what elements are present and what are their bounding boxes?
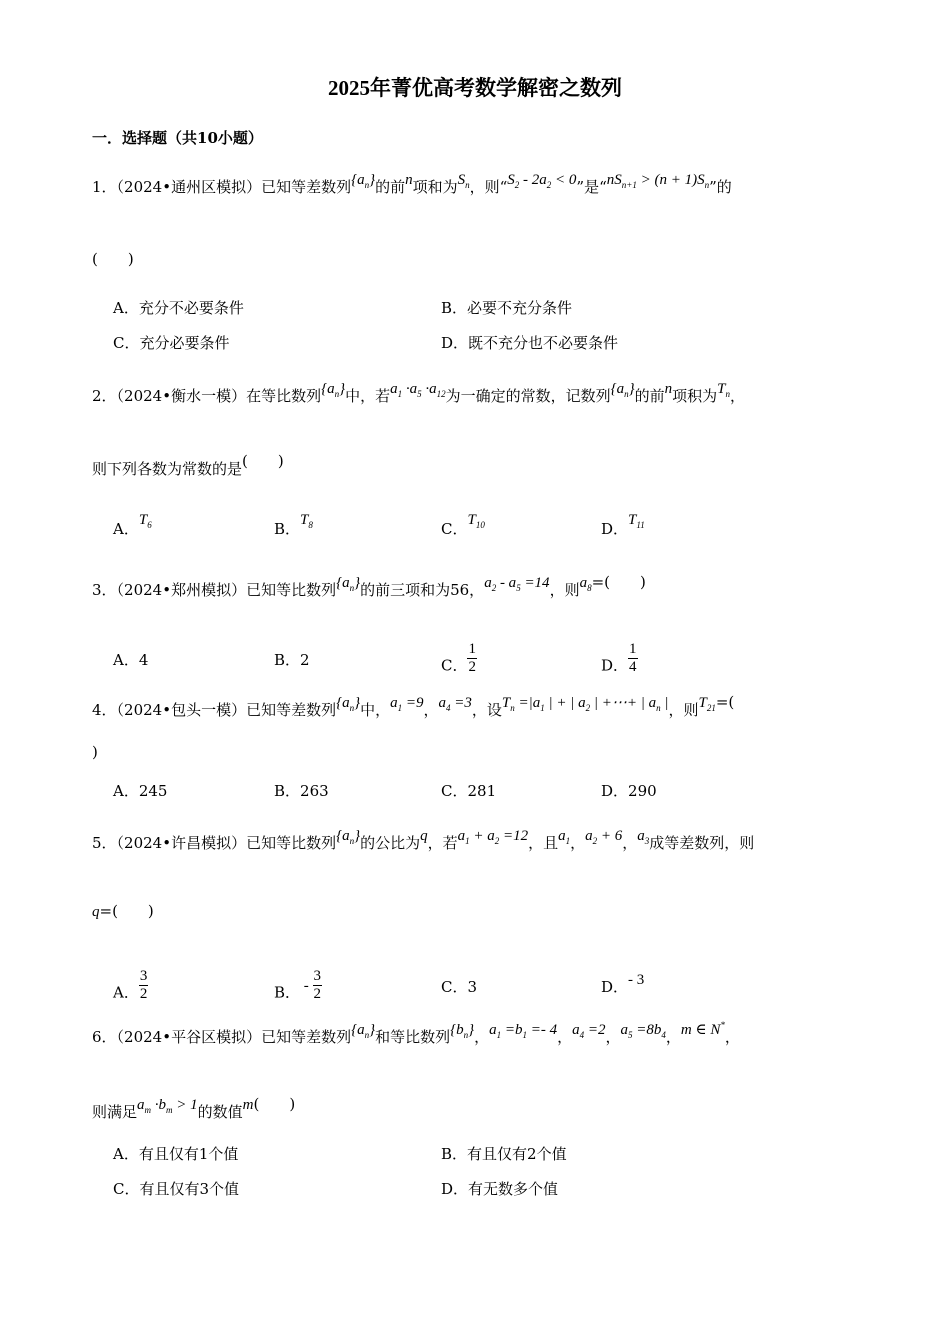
q6-option-a[interactable]: A．有且仅有1个值	[113, 1145, 239, 1163]
text: ，设	[471, 701, 502, 719]
math-a4: $a_4 =3$	[438, 695, 472, 713]
question-source: （2024•许昌模拟）	[116, 834, 247, 852]
option-label: C．	[441, 656, 468, 675]
question-2	[92, 381, 746, 407]
math-t6: $T_6$	[138, 512, 152, 530]
q5-option-d[interactable]	[601, 972, 645, 997]
text: ，	[605, 1028, 621, 1046]
math-bn: $\{b_n\}$	[450, 1022, 475, 1040]
q4-option-c[interactable]: C．281	[441, 782, 497, 800]
question-1-paren: ( )	[92, 250, 134, 268]
q3-option-c[interactable]	[441, 641, 477, 684]
math-a3: $a_3$	[637, 828, 650, 846]
text: 的前三项和为56，	[360, 581, 485, 599]
text: ”是“	[576, 178, 607, 196]
math-tn-definition: $T_n =|a_1$ | + | $a_2$ | +⋯+ | $a_n$ |	[501, 695, 669, 713]
question-source: （2024•平谷区模拟）	[116, 1028, 262, 1046]
math-equation: $a_2 - a_5 =14$	[484, 575, 550, 593]
math-sn: $S_n$	[457, 172, 470, 190]
math-a4: $a_4 =2$	[572, 1022, 606, 1040]
math-q: q	[92, 904, 100, 920]
math-an: $\{a_n\}$	[336, 828, 361, 846]
math-t8: $T_8$	[300, 512, 313, 530]
text: ，	[474, 1028, 490, 1046]
option-label: C．	[441, 520, 468, 538]
question-number: 6．	[92, 1028, 117, 1046]
math-a1: $a_1$	[558, 828, 571, 846]
minus-sign: -	[300, 977, 313, 994]
question-1	[92, 172, 732, 198]
text: ，	[730, 387, 746, 405]
math-an: $\{a_n\}$	[321, 381, 346, 399]
text: ，则	[549, 581, 580, 599]
math-n: n	[405, 172, 413, 188]
math-q: q	[420, 828, 428, 844]
math-tn: $T_n$	[717, 381, 730, 399]
text: 的前	[375, 178, 406, 196]
section-heading: 一．选择题（共10小题）	[92, 129, 263, 147]
math-condition-1: $S_2 - 2a_2 < 0$	[507, 172, 577, 190]
question-number: 2．	[92, 387, 117, 405]
text: ，	[570, 834, 586, 852]
text: 已知等差数列	[261, 178, 352, 196]
math-m-in-n: m ∈ N*	[680, 1020, 725, 1038]
math-a1-b1: $a_1 =b_1 =- 4$	[489, 1022, 558, 1040]
text: 中，若	[345, 387, 391, 405]
question-5	[92, 828, 755, 854]
answer-paren: ( )	[253, 1095, 296, 1113]
text: 项积为	[672, 387, 718, 405]
question-5-line-2	[92, 900, 154, 921]
q4-option-a[interactable]: A．245	[113, 782, 168, 800]
math-t21: $T_{21}$	[698, 695, 716, 713]
text: ，	[622, 834, 638, 852]
text: ，若	[427, 834, 458, 852]
math-minus-3: - 3	[628, 972, 645, 988]
question-source: （2024•包头一模）	[116, 701, 247, 719]
question-6	[92, 1020, 740, 1048]
fraction-three-halves: $\frac{3}{2}$	[313, 968, 322, 1002]
q1-option-d[interactable]: D．既不充分也不必要条件	[441, 334, 619, 352]
q5-option-c[interactable]: C．3	[441, 978, 478, 996]
text: 在等比数列	[246, 387, 322, 405]
question-source: （2024•衡水一模）	[116, 387, 247, 405]
option-label: B．	[274, 520, 301, 538]
math-n: n	[664, 381, 673, 397]
math-a1: $a_1 =9$	[390, 695, 424, 713]
option-label: D．	[601, 978, 629, 996]
fraction-one-half: $\frac{1}{2}$	[468, 641, 476, 675]
text: 则满足	[92, 1103, 138, 1121]
text: 的公比为	[360, 834, 421, 852]
text: 则下列各数为常数的是	[92, 460, 243, 478]
q1-option-b[interactable]: B．必要不充分条件	[441, 299, 573, 317]
text: ”的	[709, 178, 732, 196]
option-label: B．	[274, 983, 301, 1002]
math-sum: $a_1 + a_2 =12$	[457, 828, 529, 846]
math-a5: $a_5 =8b_4$	[620, 1022, 666, 1040]
answer-paren: =( )	[591, 573, 646, 591]
question-4	[92, 693, 735, 721]
q2-option-c[interactable]	[441, 512, 485, 540]
text: 已知等比数列	[246, 834, 337, 852]
text: ，	[423, 701, 439, 719]
text: ，则	[668, 701, 699, 719]
math-condition-2: $nS_{n+1} > (n + 1)S_n$	[606, 172, 710, 190]
math-an: $\{a_n\}$	[351, 172, 376, 190]
text: ，且	[528, 834, 559, 852]
option-label: A．	[113, 983, 139, 1002]
q6-option-b[interactable]: B．有且仅有2个值	[441, 1145, 567, 1163]
q4-option-d[interactable]: D．290	[601, 782, 657, 800]
math-a8: $a_8$	[579, 575, 592, 593]
question-2-line-2	[92, 452, 284, 479]
text: ，	[724, 1028, 740, 1046]
q3-option-a[interactable]: A．4	[113, 651, 149, 669]
math-t10: $T_{10}$	[467, 512, 485, 530]
fraction-three-halves: $\frac{3}{2}$	[139, 968, 148, 1002]
q4-option-b[interactable]: B．263	[274, 782, 329, 800]
text: 中，	[360, 701, 391, 719]
question-number: 3．	[92, 581, 117, 599]
option-label: D．	[601, 656, 629, 675]
text: ，	[665, 1028, 681, 1046]
question-4-line-2: )	[92, 743, 98, 761]
text: 的前	[634, 387, 665, 405]
question-source: （2024•郑州模拟）	[116, 581, 247, 599]
q2-option-a[interactable]	[113, 512, 152, 540]
q3-option-d[interactable]	[601, 641, 638, 684]
question-number: 1．	[92, 178, 117, 196]
text: 为一确定的常数，记数列	[445, 387, 611, 405]
question-source: （2024•通州区模拟）	[116, 178, 262, 196]
question-3	[92, 573, 646, 601]
text: 和等比数列	[375, 1028, 451, 1046]
text: ，则“	[469, 178, 508, 196]
question-number: 5．	[92, 834, 117, 852]
math-an: $\{a_n\}$	[336, 575, 361, 593]
q3-option-b[interactable]: B．2	[274, 651, 310, 669]
text: =(	[715, 693, 735, 711]
q6-option-c[interactable]: C．有且仅有3个值	[113, 1180, 240, 1198]
math-product: $a_1 \cdot a_5 \cdot a_{12}$	[390, 381, 446, 399]
q6-option-d[interactable]: D．有无数多个值	[441, 1180, 559, 1198]
q2-option-b[interactable]	[274, 512, 313, 540]
q2-option-d[interactable]	[601, 512, 645, 540]
option-label: A．	[113, 520, 139, 538]
math-am-bm: $a_m \cdot b_m > 1$	[137, 1097, 198, 1115]
answer-paren: =( )	[99, 902, 154, 920]
text: 已知等差数列	[246, 701, 337, 719]
q1-option-c[interactable]: C．充分必要条件	[113, 334, 230, 352]
option-label: D．	[601, 520, 629, 538]
question-6-line-2	[92, 1095, 296, 1123]
text: 的数值	[197, 1103, 243, 1121]
q5-option-a[interactable]	[113, 968, 148, 1011]
math-t11: $T_{11}$	[628, 512, 645, 530]
math-an: $\{a_n\}$	[336, 695, 361, 713]
math-a2-plus-6: $a_2 + 6$	[585, 828, 623, 846]
text: 已知等比数列	[246, 581, 337, 599]
q1-option-a[interactable]: A．充分不必要条件	[113, 299, 244, 317]
text: 成等差数列，则	[649, 834, 755, 852]
fraction-one-quarter: $\frac{1}{4}$	[629, 641, 637, 675]
text: 已知等差数列	[261, 1028, 352, 1046]
math-m: m	[242, 1097, 254, 1113]
question-number: 4．	[92, 701, 117, 719]
text: 项和为	[412, 178, 458, 196]
q5-option-b[interactable]	[274, 968, 322, 1011]
answer-paren: ( )	[242, 452, 284, 470]
text: ，	[557, 1028, 573, 1046]
math-an: $\{a_n\}$	[610, 381, 635, 399]
page-title: 2025年菁优高考数学解密之数列	[328, 76, 622, 100]
math-an: $\{a_n\}$	[351, 1022, 376, 1040]
